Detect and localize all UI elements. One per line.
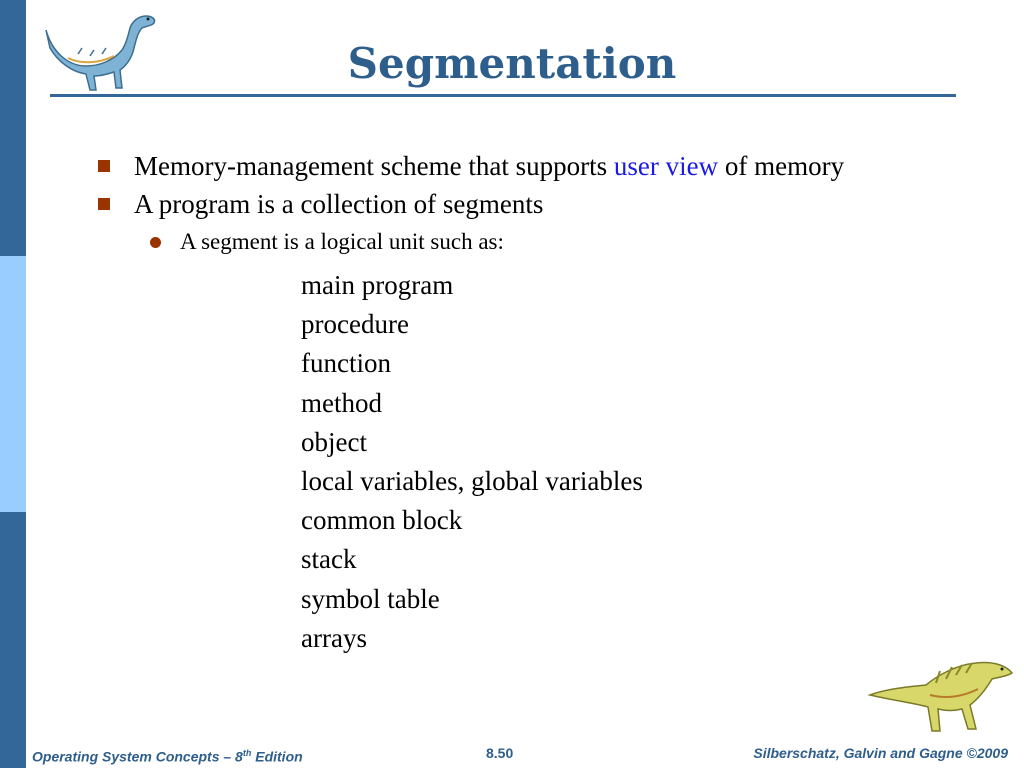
footer-copyright: Silberschatz, Galvin and Gagne ©2009 <box>753 745 1008 761</box>
bullet-text: A program is a collection of segments <box>134 189 544 219</box>
segment-list <box>301 266 966 658</box>
list-item: procedure <box>301 309 409 340</box>
side-bar-middle <box>0 256 26 512</box>
list-item: function <box>301 348 391 379</box>
footer-book-sup: th <box>242 748 252 758</box>
square-bullet-icon <box>98 198 110 210</box>
list-item: main program <box>301 270 454 300</box>
bullet-text-before: Memory-management scheme that supports <box>134 151 614 181</box>
footer-book-title <box>32 744 303 766</box>
title-divider <box>50 94 956 97</box>
sub-bullet-text: A segment is a logical unit such as: <box>180 229 504 254</box>
list-item: stack <box>301 544 357 575</box>
footer-book-suffix: Edition <box>251 748 303 765</box>
bullet-text-after: of memory <box>718 151 845 181</box>
footer-book-prefix: Operating System Concepts – 8 <box>32 748 243 765</box>
list-item: object <box>301 426 367 457</box>
bullet-highlight: user view <box>613 151 719 181</box>
sub-bullet-logical-unit <box>142 228 966 256</box>
side-bar-bottom <box>0 512 26 768</box>
slide-content <box>96 152 966 658</box>
bullet-memory-management <box>96 152 966 180</box>
square-bullet-icon <box>98 160 110 172</box>
list-item: method <box>301 387 382 418</box>
round-bullet-icon <box>150 237 161 248</box>
bullet-program-collection <box>96 190 966 218</box>
dinosaur-bottom-icon <box>866 655 1016 735</box>
slide-title: Segmentation <box>347 39 677 88</box>
list-item: arrays <box>301 622 367 653</box>
list-item: local variables, global variables <box>301 465 643 496</box>
page-number: 8.50 <box>486 745 514 761</box>
list-item: symbol table <box>301 583 440 614</box>
list-item: common block <box>301 505 463 536</box>
